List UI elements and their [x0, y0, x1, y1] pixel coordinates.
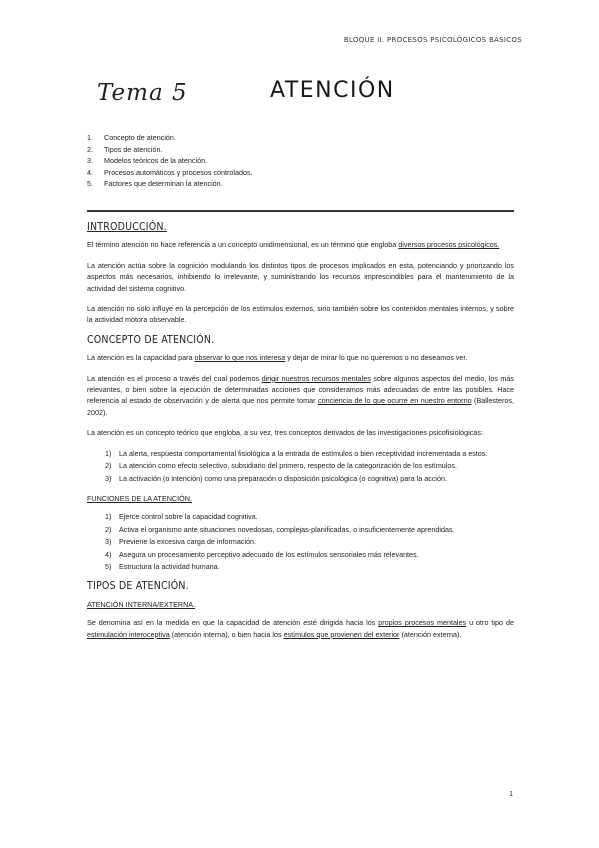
tema-label: Tema 5: [97, 80, 188, 106]
text-run: u otro tipo de: [466, 618, 514, 628]
underlined-text: estimulación interoceptiva: [87, 629, 170, 639]
text-run: La atención es la capacidad para: [87, 353, 195, 363]
list-number: 3): [105, 537, 112, 547]
tipos-subheading: ATENCIÓN INTERNA/EXTERNA.: [87, 599, 196, 609]
list-item: [87, 561, 514, 572]
funciones-list: [87, 511, 514, 572]
concepto-list: [87, 448, 514, 484]
list-text: La atención como efecto selectivo, subsidiario del primero, respecto de la categorización de los estímulos.: [119, 461, 457, 471]
toc-number: 1.: [87, 133, 93, 142]
tipos-heading: TIPOS DE ATENCIÓN.: [87, 580, 189, 593]
page-number: 1: [509, 791, 513, 798]
toc-item: [87, 155, 253, 167]
list-text: Activa el organismo ante situaciones novedosas, complejas-planificadas, o insuficientemente aprendidas.: [119, 524, 455, 534]
list-item: [87, 536, 514, 547]
list-item: [87, 460, 514, 471]
concepto-paragraph-3: La atención es un concepto teórico que engloba, a su vez, tres conceptos derivados de las investigaciones psicofisiológicas:: [87, 428, 483, 438]
text-run: sobre algunos aspectos del medio, los más relevantes, o bien sobre la ejecución de determinadas acciones que consideramos más adecuadas de entre las posibles. Hace referencia al estado de observación y de alerta que nos permite tomar: [87, 373, 514, 406]
underlined-text: estímulos que provienen del exterior: [283, 629, 400, 639]
list-item: [87, 448, 514, 459]
list-item: [87, 549, 514, 560]
toc-text: Procesos automáticos y procesos controlados.: [104, 167, 253, 177]
list-item: [87, 511, 514, 522]
concepto-paragraph-1: [87, 352, 514, 363]
underlined-text: diversos procesos psicológicos.: [398, 240, 500, 250]
underlined-text: dirigir nuestros recursos mentales: [261, 373, 371, 383]
list-text: La activación (o intención) como una preparación o disposición psicológica (o cognitiva) para la acción.: [119, 473, 448, 483]
toc-text: Tipos de atención.: [104, 144, 163, 154]
text-run: El término atención no hace referencia a un concepto unidimensional, es un término que engloba: [87, 240, 399, 250]
intro-paragraph-2: La atención actúa sobre la cognición modulando los distintos tipos de procesos implicados en esta, potenciando y priorizando los aspectos más necesarios, inhibiendo lo irrelevante, y suministrando los recursos imprescindibles para el mantenimiento de la actividad del sistema cognitivo.: [87, 260, 514, 293]
list-number: 1): [105, 512, 112, 522]
concepto-paragraph-2: [87, 373, 514, 419]
list-item: [87, 473, 514, 484]
document-body: [87, 222, 514, 649]
toc-text: Concepto de atención.: [104, 133, 176, 142]
text-run: (atención externa).: [399, 629, 462, 639]
intro-heading: INTRODUCCIÓN.: [87, 221, 167, 233]
intro-paragraph-1: [87, 239, 514, 250]
list-text: La alerta, respuesta comportamental fisiológica a la entrada de estímulos o bien receptividad incrementada a estos.: [119, 448, 488, 458]
toc-number: 3.: [87, 156, 93, 166]
underlined-text: propios procesos mentales: [378, 618, 467, 628]
list-number: 2): [105, 524, 112, 534]
concepto-heading: CONCEPTO DE ATENCIÓN.: [87, 333, 215, 346]
toc-number: 5.: [87, 179, 93, 189]
list-text: Ejerce control sobre la capacidad cognitiva.: [119, 512, 258, 522]
list-number: 3): [105, 473, 112, 483]
tipos-paragraph-1: [87, 617, 514, 640]
intro-paragraph-3: La atención no solo influye en la percepción de los estímulos externos, sino también sobre los contenidos mentales internos, y sobre la actividad motora observable.: [87, 304, 514, 325]
toc-item: [87, 144, 253, 156]
list-number: 4): [105, 549, 112, 559]
text-run: (atención interna), o bien hacia los: [169, 629, 284, 639]
toc-number: 4.: [87, 167, 93, 177]
list-text: Estructura la actividad humana.: [119, 561, 220, 571]
list-number: 2): [105, 461, 112, 471]
toc-item: [87, 167, 253, 179]
page-title: ATENCIÓN: [270, 78, 395, 103]
toc-item: [87, 132, 253, 144]
toc-item: [87, 178, 253, 190]
toc-text: Modelos teóricos de la atención.: [104, 156, 208, 166]
page-header: BLOQUE II. PROCESOS PSICOLÓGICOS BÁSICOS: [343, 36, 522, 44]
underlined-text: observar lo que nos interesa: [194, 353, 286, 363]
list-text: Previene la excesiva carga de información.: [119, 537, 257, 547]
section-divider: [87, 210, 514, 212]
list-text: Asegura un procesamiento perceptivo adecuado de los estímulos sensoriales más relevantes.: [119, 549, 419, 559]
list-number: 5): [105, 561, 112, 571]
text-run: La atención es el proceso a través del cual podemos: [87, 373, 262, 383]
table-of-contents: [87, 132, 253, 190]
text-run: Se denomina así en la medida en que la capacidad de atención esté dirigida hacia los: [87, 618, 379, 628]
text-run: y dejar de mirar lo que no queremos o no deseamos ver.: [285, 353, 468, 363]
text-run: (Ballesteros, 2002).: [87, 396, 514, 417]
toc-text: Factores que determinan la atención.: [104, 179, 223, 189]
list-number: 1): [105, 448, 112, 458]
underlined-text: conciencia de lo que ocurre en nuestro entorno: [318, 396, 472, 406]
list-item: [87, 524, 514, 535]
funciones-heading: FUNCIONES DE LA ATENCIÓN.: [87, 493, 192, 503]
toc-number: 2.: [87, 144, 93, 154]
